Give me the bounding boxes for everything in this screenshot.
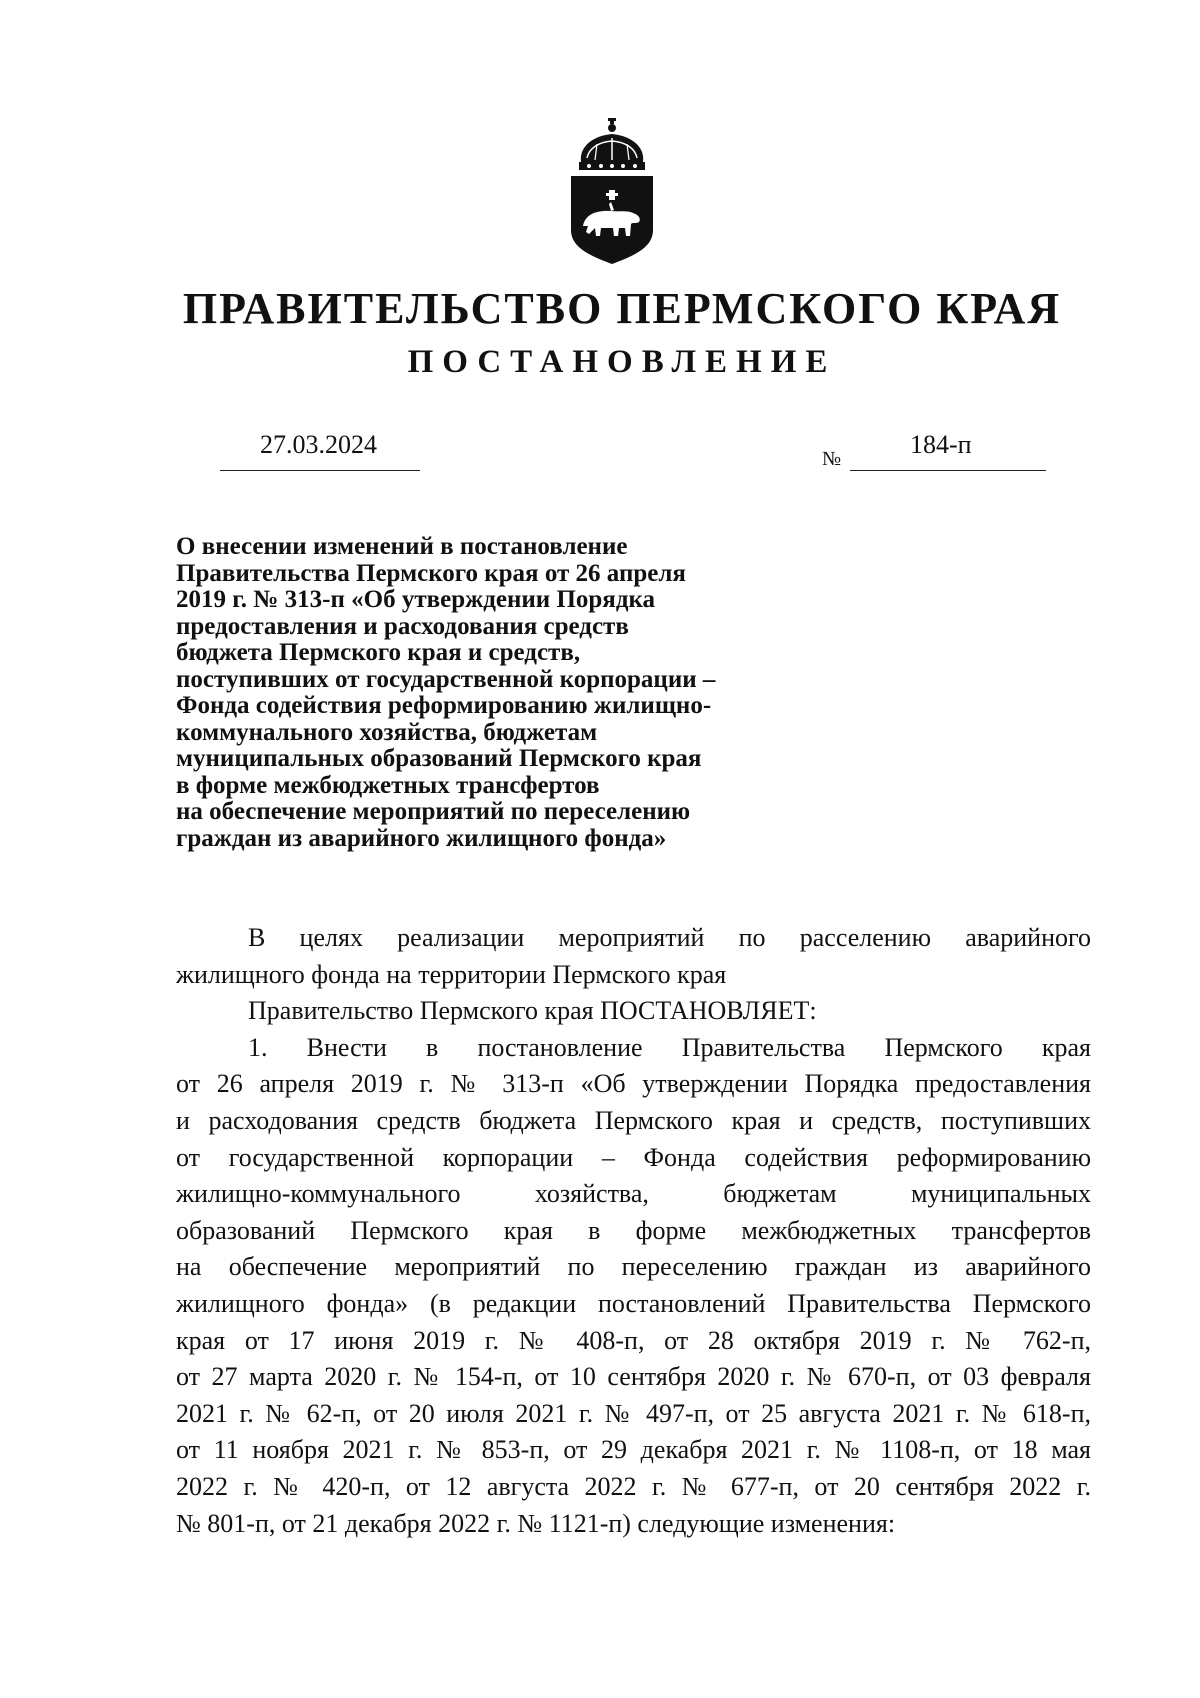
subject-line: предоставления и расходования средств <box>176 612 629 640</box>
subject-line: бюджета Пермского края и средств, <box>176 639 581 666</box>
number-field <box>850 428 1046 471</box>
subject-line: муниципальных образований Пермского края <box>176 745 702 772</box>
organization-title: ПРАВИТЕЛЬСТВО ПЕРМСКОГО КРАЯ <box>182 284 1062 333</box>
subject-line: поступивших от государственной корпорации – <box>176 665 716 693</box>
subject-line: Фонда содействия реформированию жилищно- <box>176 692 712 719</box>
document-number: 184-п <box>910 430 972 459</box>
body-line: № 801-п, от 21 декабря 2022 г. № 1121-п) следующие изменения: <box>176 1508 896 1538</box>
document-body <box>176 920 1091 1542</box>
body-line: 1. Внести в постановление Правительства Пермского края <box>248 1032 1091 1062</box>
body-line: 2022 г. № 420-п, от 12 августа 2022 г. № 677-п, от 20 сентября 2022 г. <box>176 1471 1091 1501</box>
subject-line: граждан из аварийного жилищного фонда» <box>176 824 667 852</box>
document-date: 27.03.2024 <box>260 430 377 459</box>
body-line: от 26 апреля 2019 г. № 313-п «Об утверждении Порядка предоставления <box>176 1069 1091 1099</box>
body-line: от государственной корпорации – Фонда содействия реформированию <box>176 1142 1091 1172</box>
body-line: от 11 ноября 2021 г. № 853-п, от 29 декабря 2021 г. № 1108-п, от 18 мая <box>176 1435 1091 1465</box>
body-line: жилищного фонда на территории Пермского края <box>176 959 727 989</box>
document-subject <box>176 534 816 852</box>
perm-krai-coat-of-arms-icon <box>567 118 657 268</box>
body-line: на обеспечение мероприятий по переселению граждан из аварийного <box>176 1252 1091 1282</box>
subject-line: О внесении изменений в постановление <box>176 533 628 560</box>
body-line: 2021 г. № 62-п, от 20 июля 2021 г. № 497-п, от 25 августа 2021 г. № 618-п, <box>176 1398 1091 1428</box>
subject-line: в форме межбюджетных трансфертов <box>176 771 600 799</box>
body-line: В целях реализации мероприятий по расселению аварийного <box>248 923 1091 952</box>
number-sign: № <box>822 448 842 470</box>
body-line: края от 17 июня 2019 г. № 408-п, от 28 октября 2019 г. № 762-п, <box>176 1325 1091 1355</box>
subject-line: на обеспечение мероприятий по переселению <box>176 798 691 825</box>
body-line: жилищного фонда» (в редакции постановлений Правительства Пермского <box>176 1288 1091 1318</box>
body-line: образований Пермского края в форме межбюджетных трансфертов <box>176 1215 1091 1245</box>
date-field <box>220 428 420 471</box>
subject-line: коммунального хозяйства, бюджетам <box>176 718 598 746</box>
body-line: Правительство Пермского края ПОСТАНОВЛЯЕТ: <box>248 996 817 1026</box>
document-type-heading: ПОСТАНОВЛЕНИЕ <box>407 344 837 380</box>
body-line: и расходования средств бюджета Пермского края и средств, поступивших <box>176 1105 1091 1135</box>
body-line: от 27 марта 2020 г. № 154-п, от 10 сентября 2020 г. № 670-п, от 03 февраля <box>176 1362 1091 1392</box>
subject-line: Правительства Пермского края от 26 апреля <box>176 559 686 587</box>
subject-line: 2019 г. № 313-п «Об утверждении Порядка <box>176 586 655 613</box>
body-line: жилищно-коммунального хозяйства, бюджетам муниципальных <box>176 1179 1091 1209</box>
